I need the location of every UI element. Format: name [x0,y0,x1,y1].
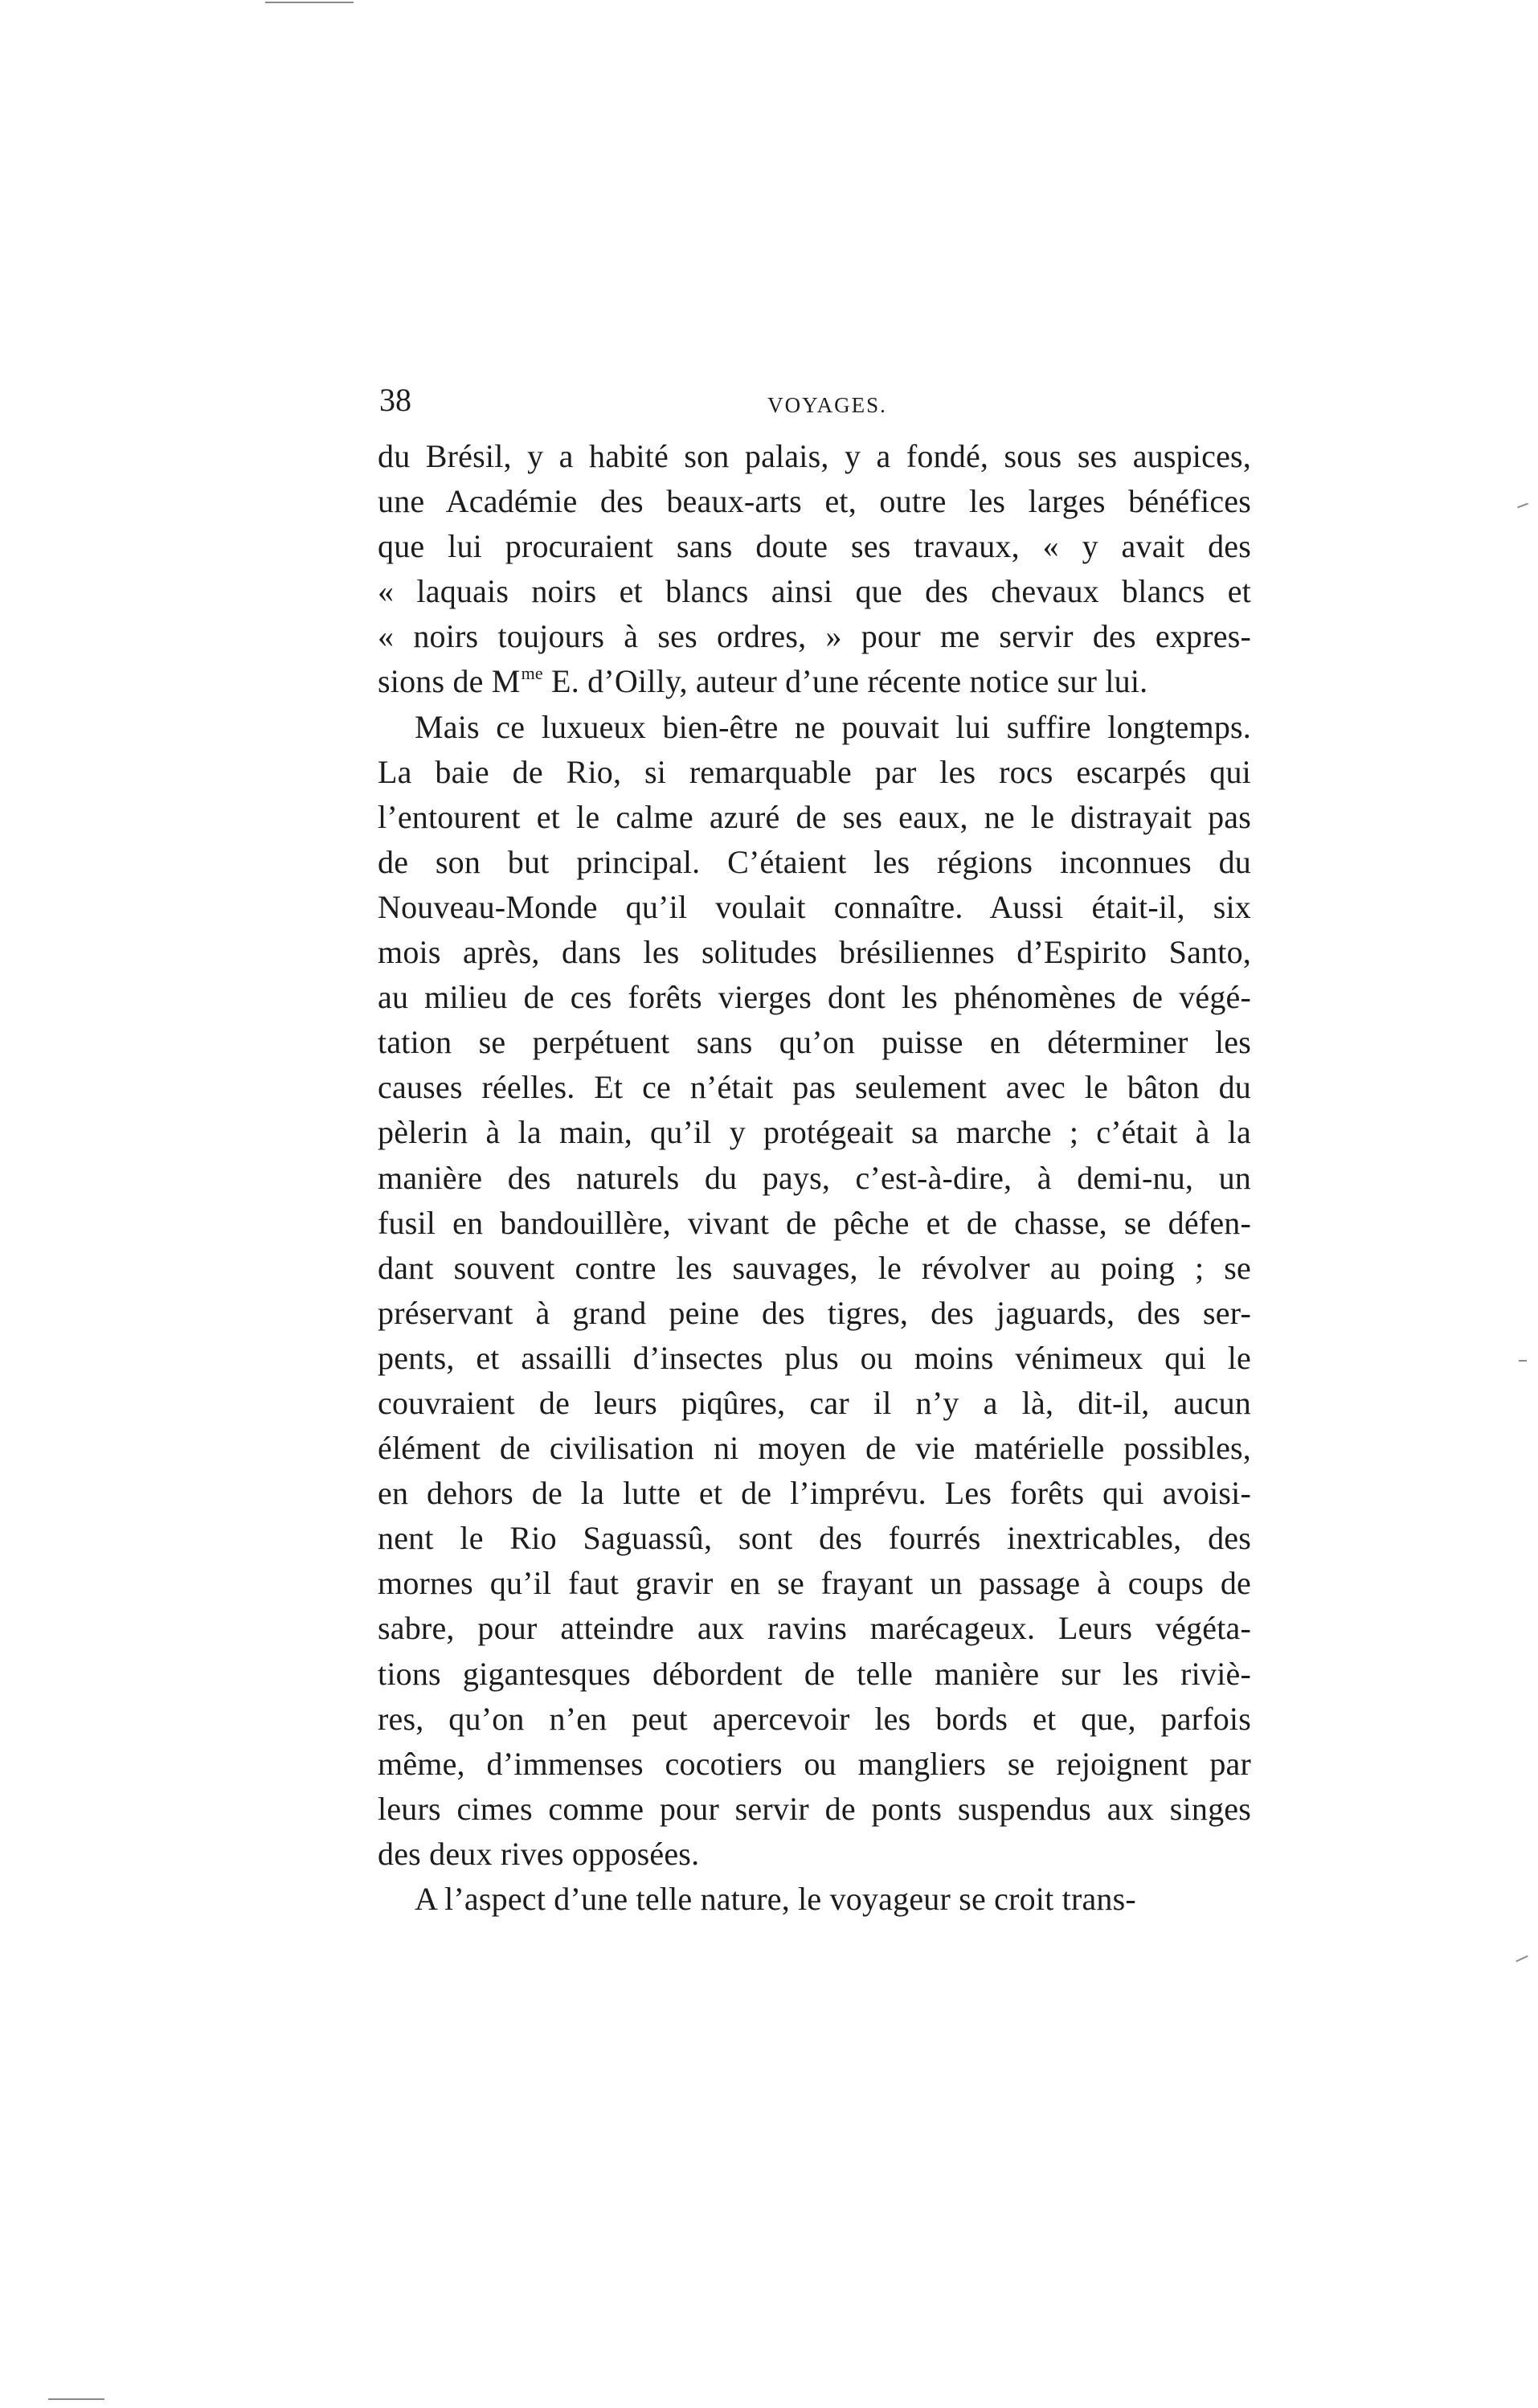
text-line: de son but principal. C’étaient les régions inconnues du [378,843,1251,880]
text-line: en dehors de la lutte et de l’imprévu. Les forêts qui avoisi- [378,1475,1251,1512]
text-line: manière des naturels du pays, c’est-à-dire, à demi-nu, un [378,1159,1251,1196]
body-text [378,434,1251,1922]
text-line [378,659,1251,704]
margin-mark [1516,1955,1528,1963]
text-fragment: sions de M [378,663,521,700]
abbreviation-superscript: me [521,663,543,684]
text-line: du Brésil, y a habité son palais, y a fondé, sous ses auspices, [378,438,1251,474]
text-line: élément de civilisation ni moyen de vie matérielle possibles, [378,1430,1251,1467]
scan-edge-mark [48,2398,104,2400]
text-fragment: E. d’Oilly, auteur d’une récente notice sur lui. [542,663,1148,700]
text-line: couvraient de leurs piqûres, car il n’y a là, dit-il, aucun [378,1384,1251,1421]
text-line: mornes qu’il faut gravir en se frayant un passage à coups de [378,1565,1251,1602]
text-line: l’entourent et le calme azuré de ses eaux, ne le distrayait pas [378,798,1251,835]
text-line: même, d’immenses cocotiers ou mangliers se rejoignent par [378,1745,1251,1782]
text-line: res, qu’on n’en peut apercevoir les bords et que, parfois [378,1700,1251,1737]
text-line: des deux rives opposées. [378,1835,700,1872]
text-line: que lui procuraient sans doute ses travaux, « y avait des [378,528,1251,565]
text-line: causes réelles. Et ce n’était pas seulement avec le bâton du [378,1069,1251,1106]
paragraph [378,705,1251,1877]
text-line: La baie de Rio, si remarquable par les rocs escarpés qui [378,753,1251,790]
paragraph [378,434,1251,705]
text-line: mois après, dans les solitudes brésiliennes d’Espirito Santo, [378,934,1251,971]
text-line: nent le Rio Saguassû, sont des fourrés inextricables, des [378,1520,1251,1557]
text-line: tions gigantesques débordent de telle manière sur les riviè- [378,1655,1251,1692]
text-line: dant souvent contre les sauvages, le révolver au poing ; se [378,1249,1251,1286]
text-line: Mais ce luxueux bien-être ne pouvait lui suffire longtemps. [415,708,1251,745]
text-line: pents, et assailli d’insectes plus ou moins vénimeux qui le [378,1339,1251,1376]
page-header [379,376,1251,424]
margin-mark [1519,1360,1527,1362]
text-line: Nouveau-Monde qu’il voulait connaître. Aussi était-il, six [378,888,1251,925]
paragraph [378,1877,1251,1922]
text-line: fusil en bandouillère, vivant de pêche et de chasse, se défen- [378,1204,1251,1241]
text-line: tation se perpétuent sans qu’on puisse en déterminer les [378,1024,1251,1061]
text-line: une Académie des beaux-arts et, outre les larges bénéfices [378,483,1251,520]
text-line: « laquais noirs et blancs ainsi que des chevaux blancs et [378,573,1251,610]
text-line: leurs cimes comme pour servir de ponts suspendus aux singes [378,1790,1251,1827]
scan-edge-mark [265,2,354,3]
page-number: 38 [379,382,411,418]
text-line: sabre, pour atteindre aux ravins marécageux. Leurs végéta- [378,1610,1251,1647]
text-line: au milieu de ces forêts vierges dont les phénomènes de végé- [378,979,1251,1016]
running-head: VOYAGES. [767,393,887,417]
margin-mark [1517,503,1528,509]
text-line: pèlerin à la main, qu’il y protégeait sa marche ; c’était à la [378,1114,1251,1151]
text-line: « noirs toujours à ses ordres, » pour me servir des expres- [378,618,1251,655]
text-line: A l’aspect d’une telle nature, le voyageur se croit trans- [415,1881,1136,1917]
text-line: préservant à grand peine des tigres, des jaguards, des ser- [378,1294,1251,1331]
